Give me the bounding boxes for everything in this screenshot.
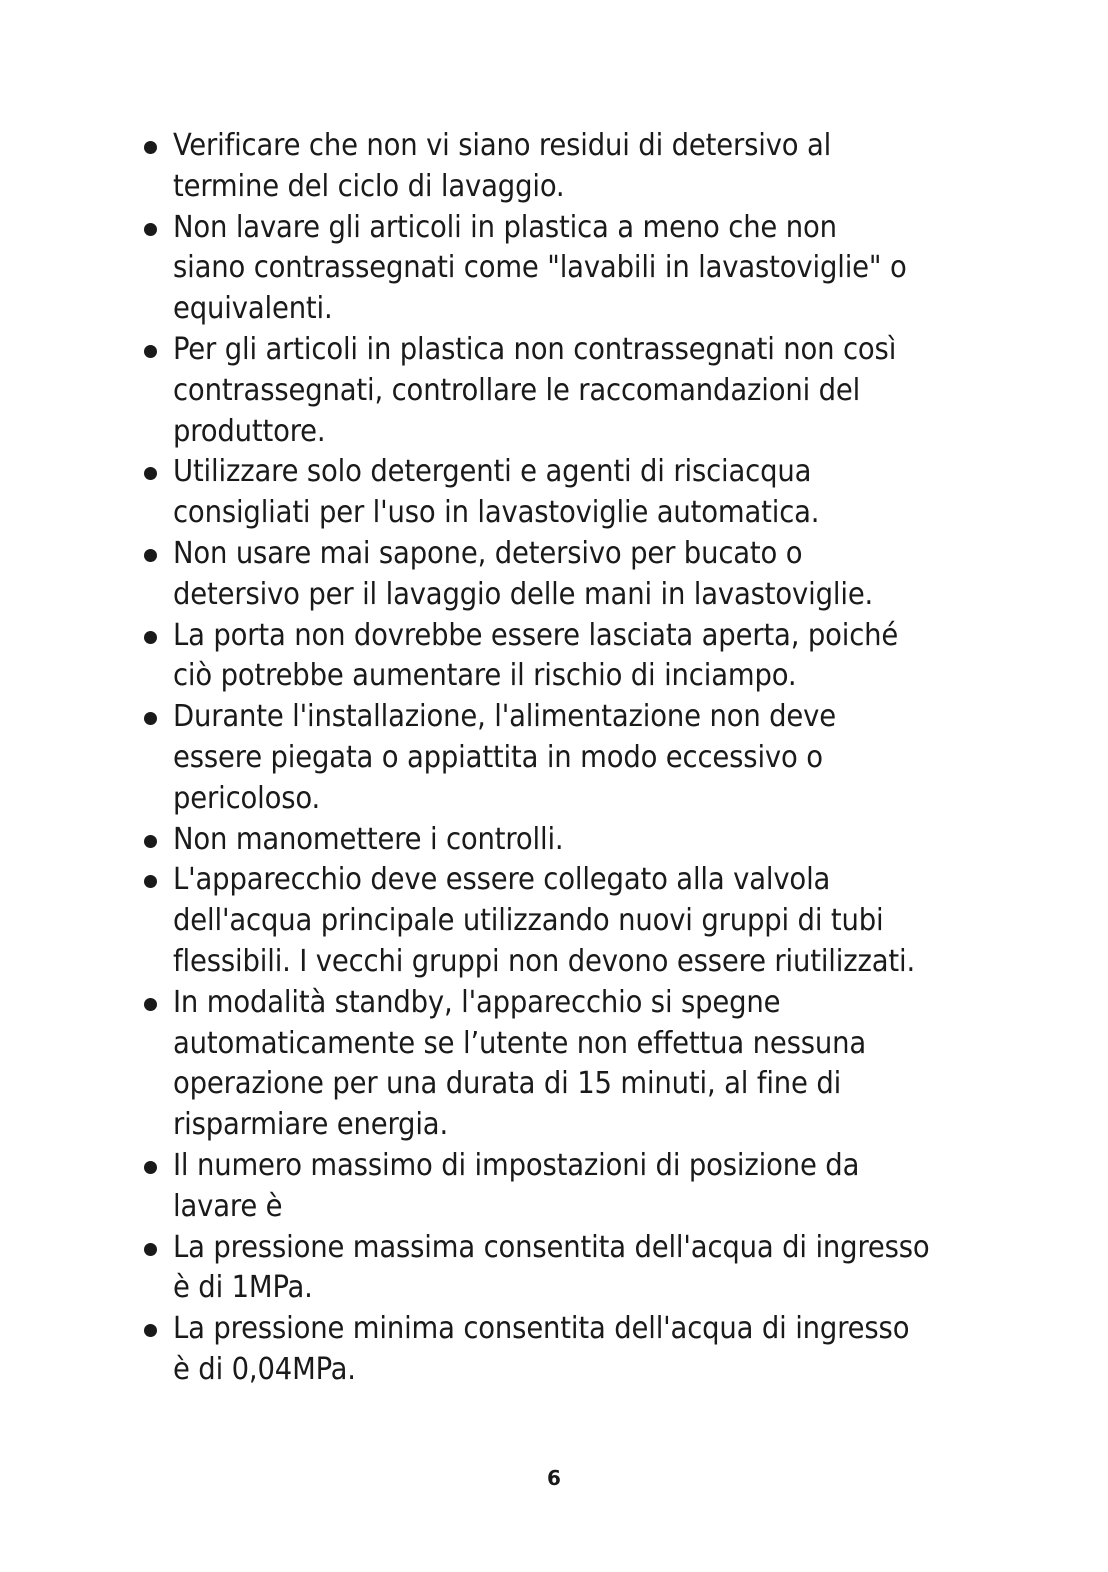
bullet-text-line: La porta non dovrebbe essere lasciata aperta, poiché	[173, 617, 899, 653]
bullet-text-line: La pressione minima consentita dell'acqua di ingresso	[173, 1311, 910, 1347]
bullet-item	[140, 126, 1060, 208]
bullet-item	[140, 452, 1060, 534]
safety-bullet-list	[140, 126, 1060, 1391]
bullet-text-line: Il numero massimo di impostazioni di posizione da	[173, 1147, 860, 1183]
bullet-text-line: contrassegnati, controllare le raccomandazioni del	[173, 372, 861, 408]
bullet-dot-icon	[144, 223, 157, 236]
bullet-item	[140, 616, 1060, 698]
bullet-text-line: lavare è	[173, 1188, 283, 1224]
bullet-text-line: dell'acqua principale utilizzando nuovi gruppi di tubi	[173, 903, 884, 939]
bullet-text-line: Non usare mai sapone, detersivo per bucato o	[173, 535, 803, 571]
bullet-item	[140, 1146, 1060, 1228]
bullet-text-line: essere piegata o appiattita in modo eccessivo o	[173, 739, 823, 775]
bullet-dot-icon	[144, 549, 157, 562]
bullet-item	[140, 697, 1060, 819]
bullet-text-line: equivalenti.	[173, 291, 333, 327]
bullet-text-line: La pressione massima consentita dell'acqua di ingresso	[173, 1229, 930, 1265]
bullet-dot-icon	[144, 345, 157, 358]
bullet-text-line: è di 1MPa.	[173, 1270, 313, 1306]
bullet-text-line: L'apparecchio deve essere collegato alla valvola	[173, 862, 831, 898]
bullet-item	[140, 820, 1060, 861]
bullet-item	[140, 983, 1060, 1146]
bullet-text-line: risparmiare energia.	[173, 1107, 449, 1143]
bullet-item	[140, 1228, 1060, 1310]
bullet-text-line: ciò potrebbe aumentare il rischio di inciampo.	[173, 658, 797, 694]
bullet-text-line: Per gli articoli in plastica non contrassegnati non così	[173, 331, 897, 367]
bullet-dot-icon	[144, 835, 157, 848]
bullet-dot-icon	[144, 1243, 157, 1256]
bullet-dot-icon	[144, 998, 157, 1011]
bullet-text-line: è di 0,04MPa.	[173, 1351, 356, 1387]
bullet-dot-icon	[144, 467, 157, 480]
bullet-dot-icon	[144, 712, 157, 725]
bullet-text-line: termine del ciclo di lavaggio.	[173, 168, 565, 204]
bullet-text-line: flessibili. I vecchi gruppi non devono essere riutilizzati.	[173, 943, 916, 979]
bullet-text-line: pericoloso.	[173, 780, 321, 816]
page-number: 6	[547, 1466, 561, 1490]
bullet-dot-icon	[144, 141, 157, 154]
bullet-item	[140, 330, 1060, 452]
bullet-text-line: Verificare che non vi siano residui di detersivo al	[173, 128, 832, 163]
bullet-text-line: siano contrassegnati come "lavabili in lavastoviglie" o	[173, 250, 907, 286]
bullet-dot-icon	[144, 631, 157, 644]
bullet-text-line: Non lavare gli articoli in plastica a meno che non	[173, 209, 837, 245]
bullet-item	[140, 1309, 1060, 1391]
bullet-item	[140, 860, 1060, 982]
bullet-text-line: Non manomettere i controlli.	[173, 821, 564, 857]
bullet-text-line: automaticamente se l’utente non effettua nessuna	[173, 1025, 867, 1061]
bullet-text-line: Utilizzare solo detergenti e agenti di risciacqua	[173, 454, 812, 490]
bullet-item	[140, 534, 1060, 616]
bullet-dot-icon	[144, 1161, 157, 1174]
bullet-text-line: Durante l'installazione, l'alimentazione non deve	[173, 699, 836, 735]
bullet-text-line: consigliati per l'uso in lavastoviglie automatica.	[173, 495, 820, 531]
bullet-item	[140, 208, 1060, 330]
bullet-dot-icon	[144, 1324, 157, 1337]
bullet-text-line: In modalità standby, l'apparecchio si spegne	[173, 984, 781, 1020]
bullet-text-line: detersivo per il lavaggio delle mani in lavastoviglie.	[173, 576, 874, 612]
bullet-text-line: operazione per una durata di 15 minuti, al fine di	[173, 1066, 842, 1102]
bullet-dot-icon	[144, 875, 157, 888]
bullet-text-line: produttore.	[173, 413, 326, 449]
